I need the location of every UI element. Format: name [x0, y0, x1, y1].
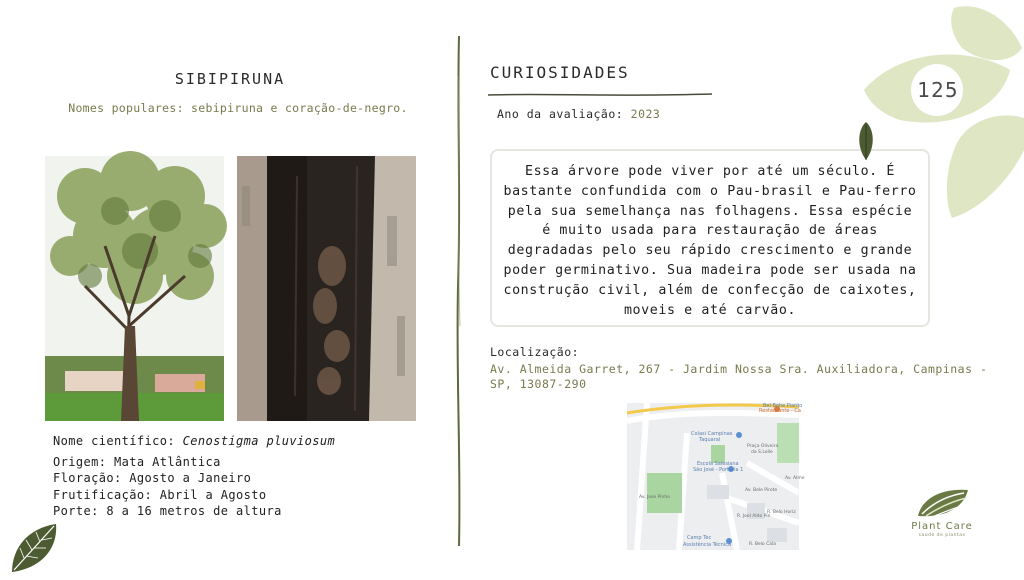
popular-names: Nomes populares: sebipiruna e coração-de-negro.	[68, 101, 408, 115]
svg-text:R. Joel Aldo Pin: R. Joel Aldo Pin	[737, 514, 771, 519]
location-map[interactable]	[627, 403, 805, 550]
svg-text:R. Belo Cala: R. Belo Cala	[749, 542, 777, 547]
small-leaf-icon	[855, 120, 877, 162]
tree-photo	[45, 156, 224, 421]
location-address: Av. Almeida Garret, 267 - Jardim Nossa Sra. Auxiliadora, Campinas - SP, 13087-290	[490, 362, 988, 391]
scientific-name-value: Cenostigma pluviosum	[182, 434, 336, 448]
bark-photo	[237, 156, 416, 421]
location-label: Localização:	[490, 345, 580, 359]
origin-line: Origem: Mata Atlântica	[53, 455, 221, 469]
brand-name: Plant Care	[911, 521, 973, 532]
svg-text:Camp Tec: Camp Tec	[687, 535, 712, 541]
svg-text:Praça Oliveira: Praça Oliveira	[747, 444, 779, 449]
vertical-divider	[452, 36, 466, 546]
size-line: Porte: 8 a 16 metros de altura	[53, 504, 282, 518]
evaluation-label: Ano da avaliação:	[497, 107, 624, 121]
svg-text:Bel Bohe Pianto: Bel Bohe Pianto	[763, 403, 803, 409]
corner-leaf-icon	[8, 520, 60, 576]
svg-text:Escola Salesiana: Escola Salesiana	[697, 461, 739, 467]
fruiting-line: Frutificação: Abril a Agosto	[53, 488, 267, 502]
svg-text:da S.Lolle: da S.Lolle	[751, 450, 773, 455]
svg-text:Colasi Campinas: Colasi Campinas	[691, 431, 733, 437]
svg-text:Restaurante - Ca: Restaurante - Ca	[759, 408, 801, 414]
section-title: CURIOSIDADES	[490, 63, 630, 82]
leaf-cluster-icon	[860, 0, 1024, 225]
evaluation-value: 2023	[630, 107, 661, 121]
svg-text:R. Belo Horiz: R. Belo Horiz	[767, 510, 796, 515]
evaluation-year	[497, 107, 660, 121]
species-name: SIBIPIRUNA	[174, 70, 286, 88]
svg-text:Assistência Técnica: Assistência Técnica	[683, 542, 732, 548]
svg-text:Av. Bele Pirote: Av. Bele Pirote	[745, 488, 778, 493]
page-number: 125	[917, 78, 959, 102]
title-underline	[488, 84, 712, 92]
flowering-line: Floração: Agosto a Janeiro	[53, 471, 252, 485]
plant-care-logo	[912, 486, 972, 520]
scientific-name	[53, 434, 335, 448]
scientific-name-label: Nome científico:	[53, 434, 175, 448]
svg-text:Taquaral: Taquaral	[699, 437, 721, 443]
svg-text:Av. Alme: Av. Alme	[785, 476, 805, 481]
curiosity-text: Essa árvore pode viver por até um século. É bastante confundida com o Pau-brasil e Pau-ferro pela sua semelhança nas folhagens. Essa espécie é muito usada para restauração de áreas degradadas pelo seu rápido crescimento e grande poder germinativo. Sua madeira pode ser usada na construção civil, além de confecção de caixotes, moveis e até carvão.	[503, 164, 917, 318]
brand-tagline: saúde de plantas	[918, 533, 966, 538]
svg-text:Av. Jose Pinho: Av. Jose Pinho	[639, 495, 670, 500]
svg-text:São José - Portaria 1: São José - Portaria 1	[693, 467, 744, 473]
